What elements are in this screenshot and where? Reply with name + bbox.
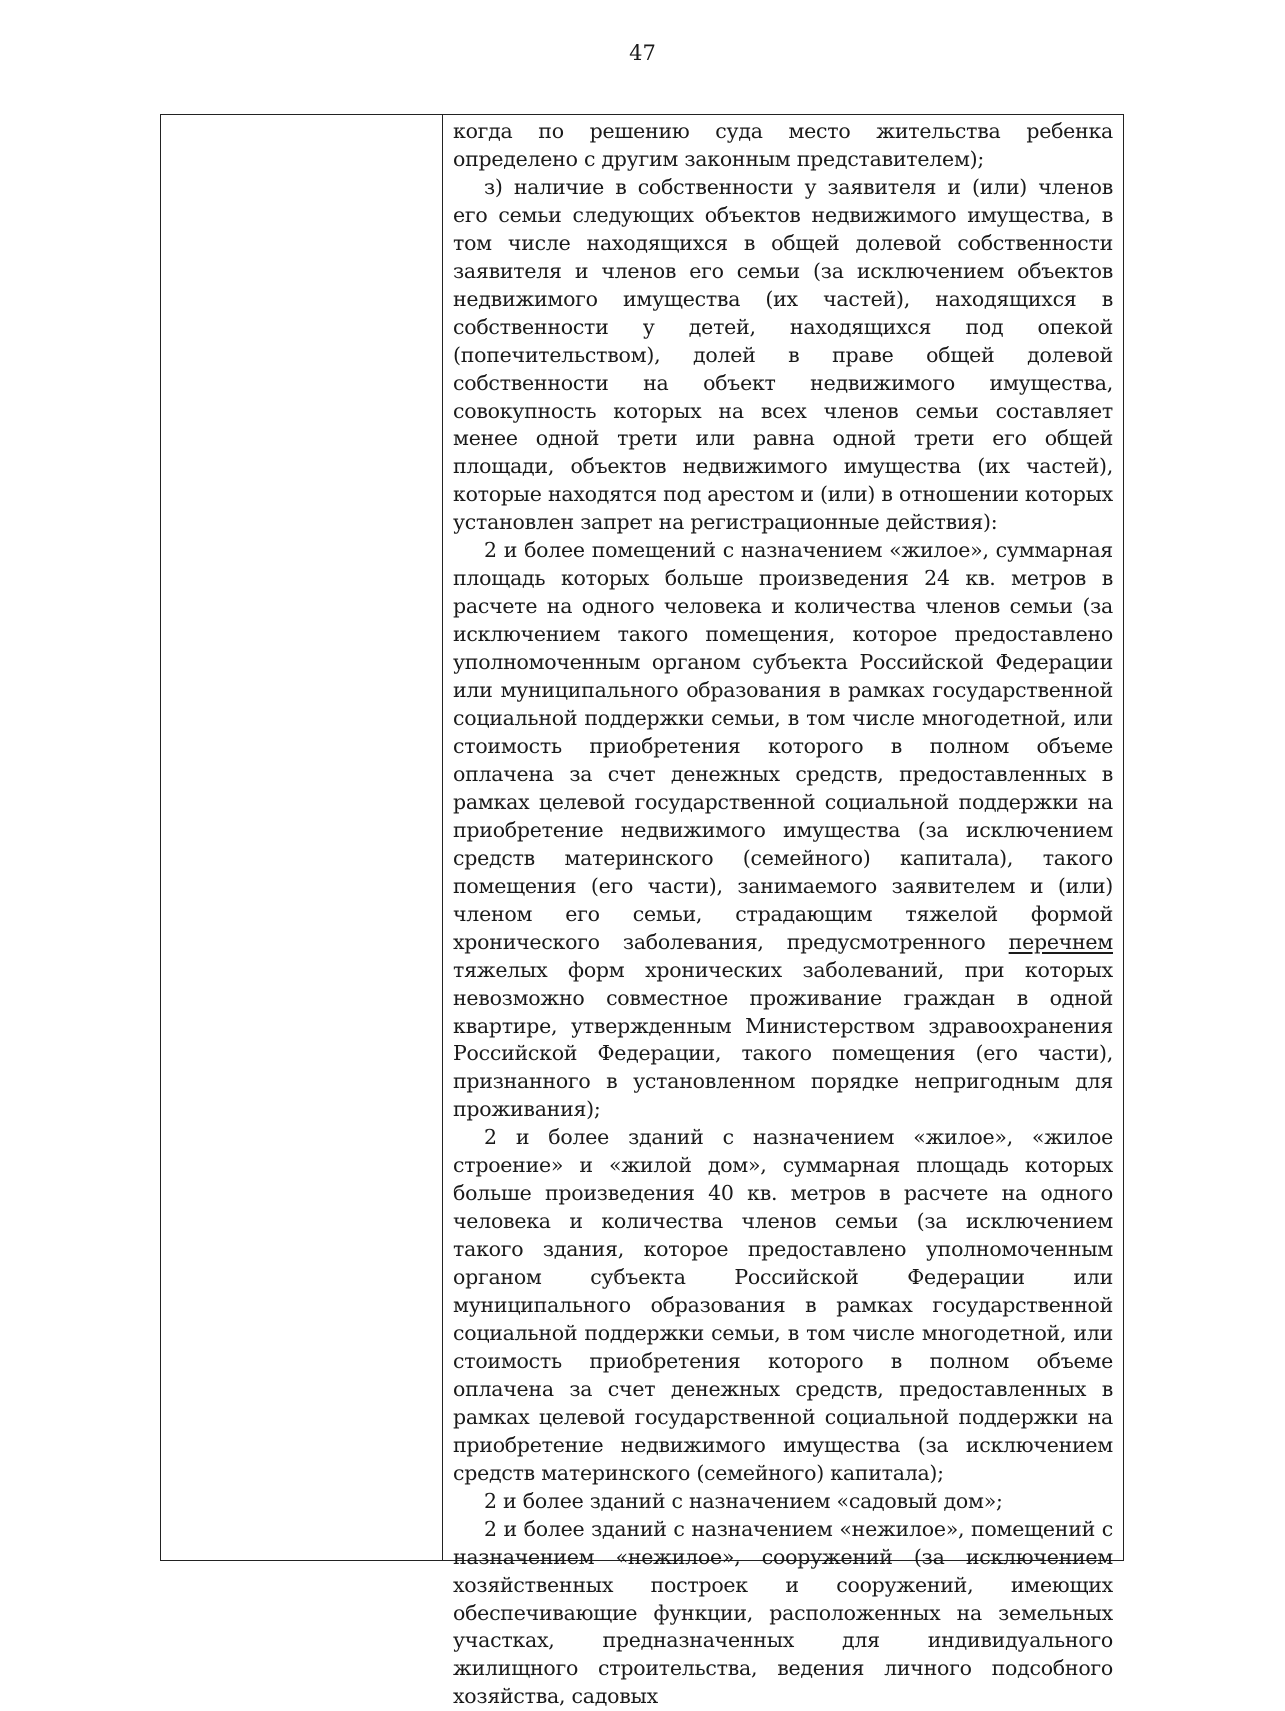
paragraph-non-residential: 2 и более зданий с назначением «нежилое», помещений с назначением «нежилое», сооружений (за исключением хозяйственных построек и сооружений, имеющих обеспечивающие функции, расположенных на земельных участках, предназначенных для индивидуального жилищного строительства, ведения личного подсобного хозяйства, садовых — [453, 1516, 1113, 1709]
paragraph-continuation: когда по решению суда место жительства ребенка определено с другим законным представителем); — [453, 119, 1113, 171]
paragraph-residential-premises — [453, 537, 1113, 1124]
paragraph-text-part: тяжелых форм хронических заболеваний, при которых невозможно совместное проживание граждан в одной квартире, утвержденным Министерством здравоохранения Российской Федерации, такого помещения (его части), признанного в установленном порядке непригодным для проживания); — [453, 957, 1113, 1122]
paragraph-garden-house: 2 и более зданий с назначением «садовый дом»; — [484, 1488, 1003, 1513]
table-left-cell — [161, 115, 443, 1560]
paragraph-residential-buildings: 2 и более зданий с назначением «жилое», «жилое строение» и «жилой дом», суммарная площадь которых больше произведения 40 кв. метров в расчете на одного человека и количества членов семьи (за исключением такого здания, которое предоставлено уполномоченным органом субъекта Российской Федерации или муниципального образования в рамках государственной социальной поддержки семьи, в том числе многодетной, или стоимость приобретения которого в полном объеме оплачена за счет денежных средств, предоставленных в рамках целевой государственной социальной поддержки на приобретение недвижимого имущества (за исключением средств материнского (семейного) капитала); — [453, 1125, 1113, 1485]
document-table — [160, 114, 1124, 1709]
table-right-cell — [443, 115, 1123, 1709]
paragraph-text-part: 2 и более помещений с назначением «жилое», суммарная площадь которых больше произведения 24 кв. метров в расчете на одного человека и количества членов семьи (за исключением такого помещения, которое предоставлено уполномоченным органом субъекта Российской Федерации или муниципального образования в рамках государственной социальной поддержки семьи, в том числе многодетной, или стоимость приобретения которого в полном объеме оплачена за счет денежных средств, предоставленных в рамках целевой государственной социальной поддержки на приобретение недвижимого имущества (за исключением средств материнского (семейного) капитала), такого помещения (его части), занимаемого заявителем и (или) членом его семьи, страдающим тяжелой формой хронического заболевания, предусмотренного — [453, 538, 1113, 954]
page-number: 47 — [629, 41, 656, 65]
paragraph-item-z: з) наличие в собственности у заявителя и (или) членов его семьи следующих объектов недвижимого имущества, в том числе находящихся в общей долевой собственности заявителя и членов его семьи (за исключением объектов недвижимого имущества (их частей), находящихся в собственности у детей, находящихся под опекой (попечительством), долей в праве общей долевой собственности на объект недвижимого имущества, совокупность которых на всех членов семьи составляет менее одной трети или равна одной трети его общей площади, объектов недвижимого имущества (их частей), которые находятся под арестом и (или) в отношении которых установлен запрет на регистрационные действия): — [453, 174, 1113, 535]
list-link[interactable]: перечнем — [1008, 929, 1113, 954]
